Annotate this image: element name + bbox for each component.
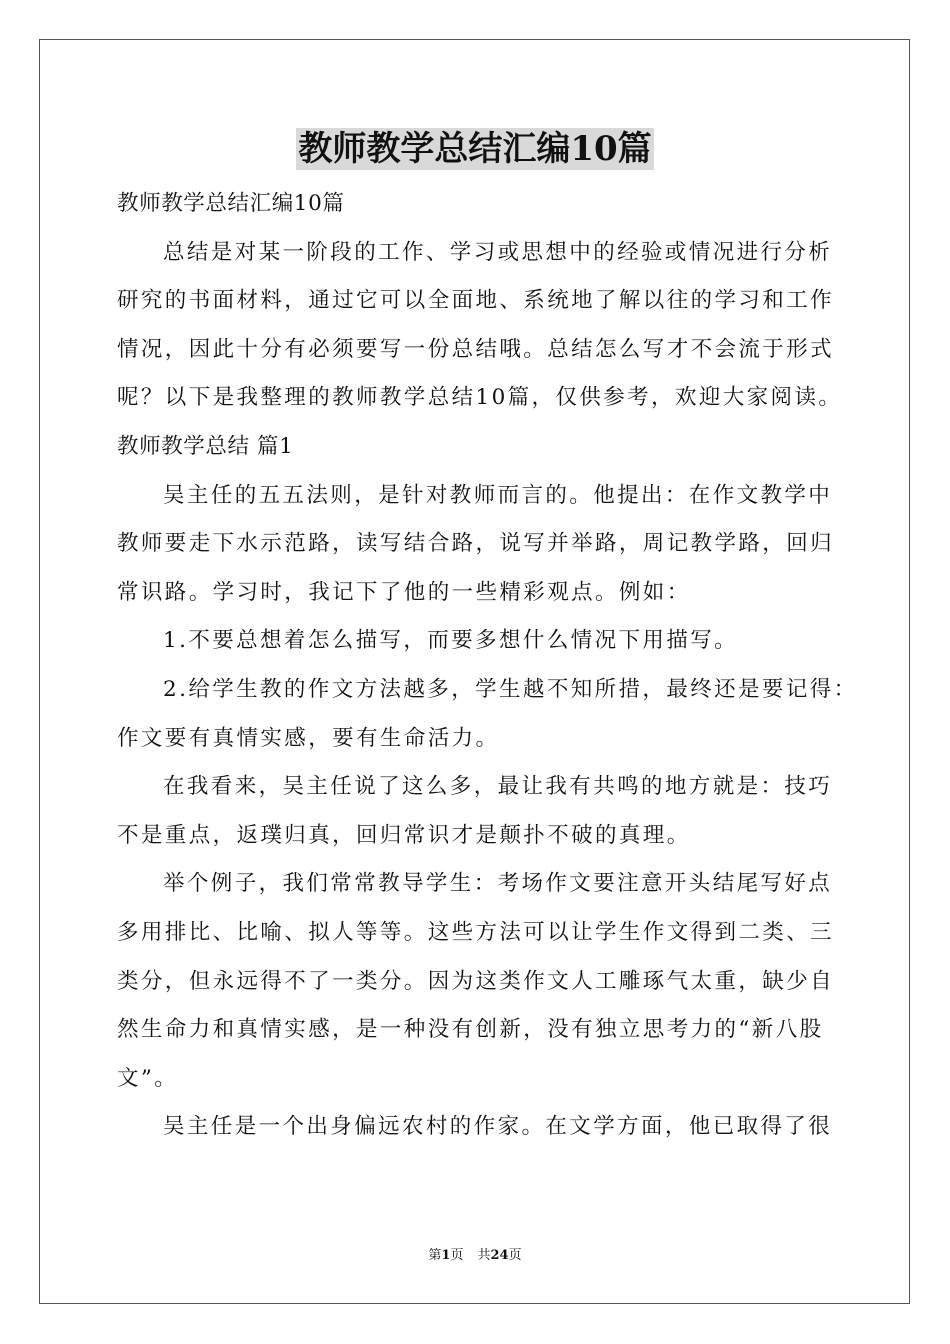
paragraph-line: 多用排比、比喻、拟人等等。这些方法可以让学生作文得到二类、三 bbox=[117, 919, 835, 945]
paragraph-line: 吴主任是一个出身偏远农村的作家。在文学方面，他已取得了很 bbox=[163, 1114, 833, 1140]
document-body bbox=[117, 180, 858, 1152]
page-suffix: 页 bbox=[450, 1248, 464, 1263]
page-footer bbox=[0, 1247, 950, 1265]
paragraph-line: 常识路。学习时，我记下了他的一些精彩观点。例如： bbox=[117, 579, 691, 605]
paragraph-line: 举个例子，我们常常教导学生：考场作文要注意开头结尾写好点 bbox=[163, 871, 833, 897]
paragraph-line: 类分，但永远得不了一类分。因为这类作文人工雕琢气太重，缺少自 bbox=[117, 968, 835, 994]
page-number: 1 bbox=[441, 1248, 451, 1263]
section-heading: 教师教学总结 篇1 bbox=[117, 433, 294, 459]
paragraph-line: 作文要有真情实感，要有生命活力。 bbox=[117, 725, 500, 751]
document-title: 教师教学总结汇编10篇 bbox=[298, 129, 652, 169]
paragraph-line: 在我看来，吴主任说了这么多，最让我有共鸣的地方就是：技巧 bbox=[163, 774, 833, 800]
paragraph-line: 然生命力和真情实感，是一种没有创新，没有独立思考力的“新八股 bbox=[117, 1017, 824, 1043]
paragraph-line: 研究的书面材料，通过它可以全面地、系统地了解以往的学习和工作 bbox=[117, 288, 835, 314]
total-pages: 24 bbox=[490, 1248, 509, 1263]
paragraph-line: 教师要走下水示范路，读写结合路，说写并举路，周记教学路，回归 bbox=[117, 531, 835, 557]
paragraph-line: 不是重点，返璞归真，回归常识才是颠扑不破的真理。 bbox=[117, 822, 691, 848]
paragraph-line: 2.给学生教的作文方法越多，学生越不知所措，最终还是要记得： bbox=[163, 676, 858, 702]
paragraph-line: 情况，因此十分有必须要写一份总结哦。总结怎么写才不会流于形式 bbox=[117, 336, 835, 362]
page-prefix: 第 bbox=[428, 1248, 442, 1263]
paragraph-line: 1.不要总想着怎么描写，而要多想什么情况下用描写。 bbox=[163, 628, 739, 654]
paragraph-line: 呢？以下是我整理的教师教学总结10篇，仅供参考，欢迎大家阅读。 bbox=[117, 385, 843, 411]
total-suffix: 页 bbox=[508, 1248, 522, 1263]
paragraph-line: 文”。 bbox=[117, 1065, 179, 1091]
paragraph-line: 吴主任的五五法则，是针对教师而言的。他提出：在作文教学中 bbox=[163, 482, 833, 508]
title-container bbox=[0, 128, 950, 170]
paragraph-line: 总结是对某一阶段的工作、学习或思想中的经验或情况进行分析 bbox=[163, 239, 833, 265]
section-heading: 教师教学总结汇编10篇 bbox=[117, 191, 345, 216]
total-prefix: 共 bbox=[477, 1248, 491, 1263]
